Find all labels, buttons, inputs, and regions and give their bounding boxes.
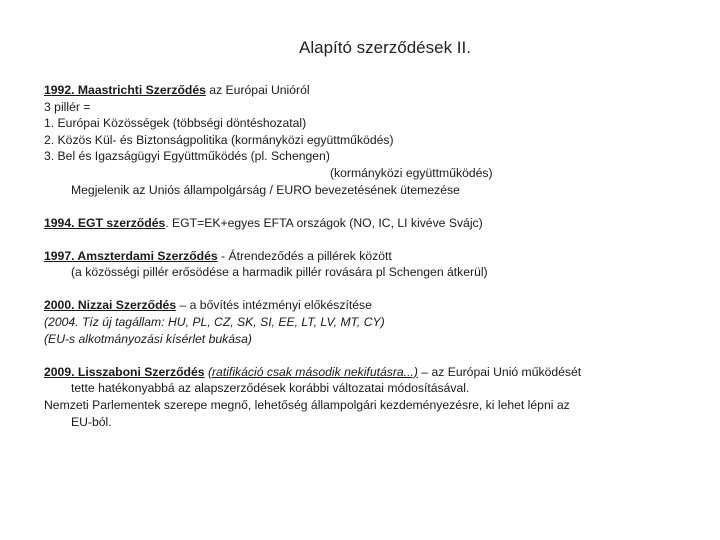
page-title: Alapító szerződések II. xyxy=(299,38,471,57)
section-2009-exit: EU-ból. xyxy=(71,414,112,429)
section-1997-detail: (a közösségi pillér erősödése a harmadik pillér rovására pl Schengen átkerül) xyxy=(71,265,488,280)
pillar-3: 3. Bel és Igazságügyi Együttműködés (pl. Schengen) xyxy=(44,149,330,164)
section-1992-subtitle: az Európai Unióról xyxy=(205,83,310,97)
document-body xyxy=(44,82,706,447)
pillar-count: 3 pillér = xyxy=(44,99,91,114)
ratification-note: (ratifikáció csak második nekifutásra...) xyxy=(207,364,418,379)
treaty-nice: 2000. Nizzai Szerződés xyxy=(44,298,177,313)
section-1994-heading xyxy=(44,215,706,232)
section-1992 xyxy=(44,82,706,198)
pillar-1: 1. Európai Közösségek (többségi döntéshozatal) xyxy=(44,116,307,131)
section-1997-text: - Átrendeződés a pillérek között xyxy=(217,248,392,263)
treaty-maastricht: 1992. Maastrichti Szerződés xyxy=(44,83,206,97)
pillar-2: 2. Közös Kül- és Biztonságpolitika (kormányközi együttműködés) xyxy=(44,132,394,147)
section-2009-heading xyxy=(44,364,706,381)
section-2009-detail: tette hatékonyabbá az alapszerződések korábbi változatai módosításával. xyxy=(71,381,470,396)
treaty-lisbon: 2009. Lisszaboni Szerződés xyxy=(44,364,205,379)
section-2000-heading xyxy=(44,297,706,314)
treaty-egt: 1994. EGT szerződés xyxy=(44,215,166,230)
section-2009 xyxy=(44,364,706,430)
treaty-amsterdam: 1997. Amszterdami Szerződés xyxy=(44,248,218,263)
pillar-3-note: (kormányközi együttműködés) xyxy=(330,165,493,180)
section-2000-enlargement: (2004. Tíz új tagállam: HU, PL, CZ, SK, SI, EE, LT, LV, MT, CY) xyxy=(44,315,385,330)
section-1997-heading xyxy=(44,248,706,265)
section-2009-text: – az Európai Unió működését xyxy=(417,364,582,379)
section-2000-text: – a bővítés intézményi előkészítése xyxy=(176,298,372,313)
section-2000 xyxy=(44,297,706,347)
section-1992-heading xyxy=(44,82,706,99)
section-1997 xyxy=(44,248,706,281)
section-2009-parliaments: Nemzeti Parlementek szerepe megnő, lehetőség állampolgári kezdeményezésre, ki lehet lépni az xyxy=(44,397,570,412)
citizenship-note: Megjelenik az Uniós állampolgárság / EURO bevezetésének ütemezése xyxy=(71,182,460,197)
section-1994 xyxy=(44,215,706,232)
section-1994-text: . EGT=EK+egyes EFTA országok (NO, IC, LI kivéve Svájc) xyxy=(165,215,483,230)
section-2000-constitution: (EU-s alkotmányozási kísérlet bukása) xyxy=(44,331,252,346)
